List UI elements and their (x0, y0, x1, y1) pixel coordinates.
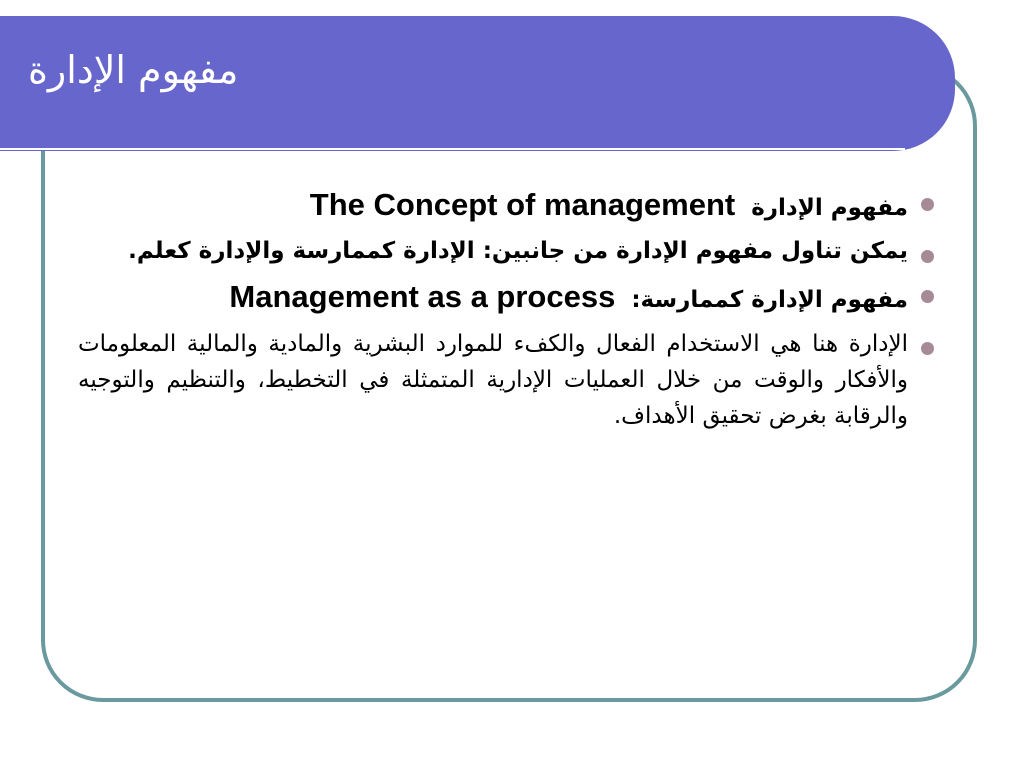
bullet-dot-icon (921, 250, 934, 263)
bullet-4-text: الإدارة هنا هي الاستخدام الفعال والكفء للموارد البشرية والمادية والمالية المعلومات والأفكار والوقت من خلال العمليات الإدارية المتمثلة في التخطيط، والتنظيم والتوجيه والرقابة بغرض تحقيق الأهداف. (78, 331, 908, 429)
bullet-definition (78, 327, 908, 434)
bullet-dot-icon (921, 198, 934, 211)
bullet-2-text: يمكن تناول مفهوم الإدارة من جانبين: الإدارة كممارسة والإدارة كعلم. (128, 237, 908, 264)
bullet-concept-of-management (78, 183, 908, 228)
bullet-3-english: Management as a process (229, 279, 616, 315)
bullet-list (78, 183, 908, 441)
bullet-1-arabic: مفهوم الإدارة (751, 195, 908, 221)
bullet-management-as-process (78, 275, 908, 320)
bullet-1-english: The Concept of management (309, 187, 736, 222)
bullet-two-perspectives (78, 235, 908, 268)
slide-title: مفهوم الإدارة (28, 48, 239, 92)
bullet-3-arabic: مفهوم الإدارة كممارسة: (631, 287, 908, 314)
title-underline (0, 148, 905, 150)
